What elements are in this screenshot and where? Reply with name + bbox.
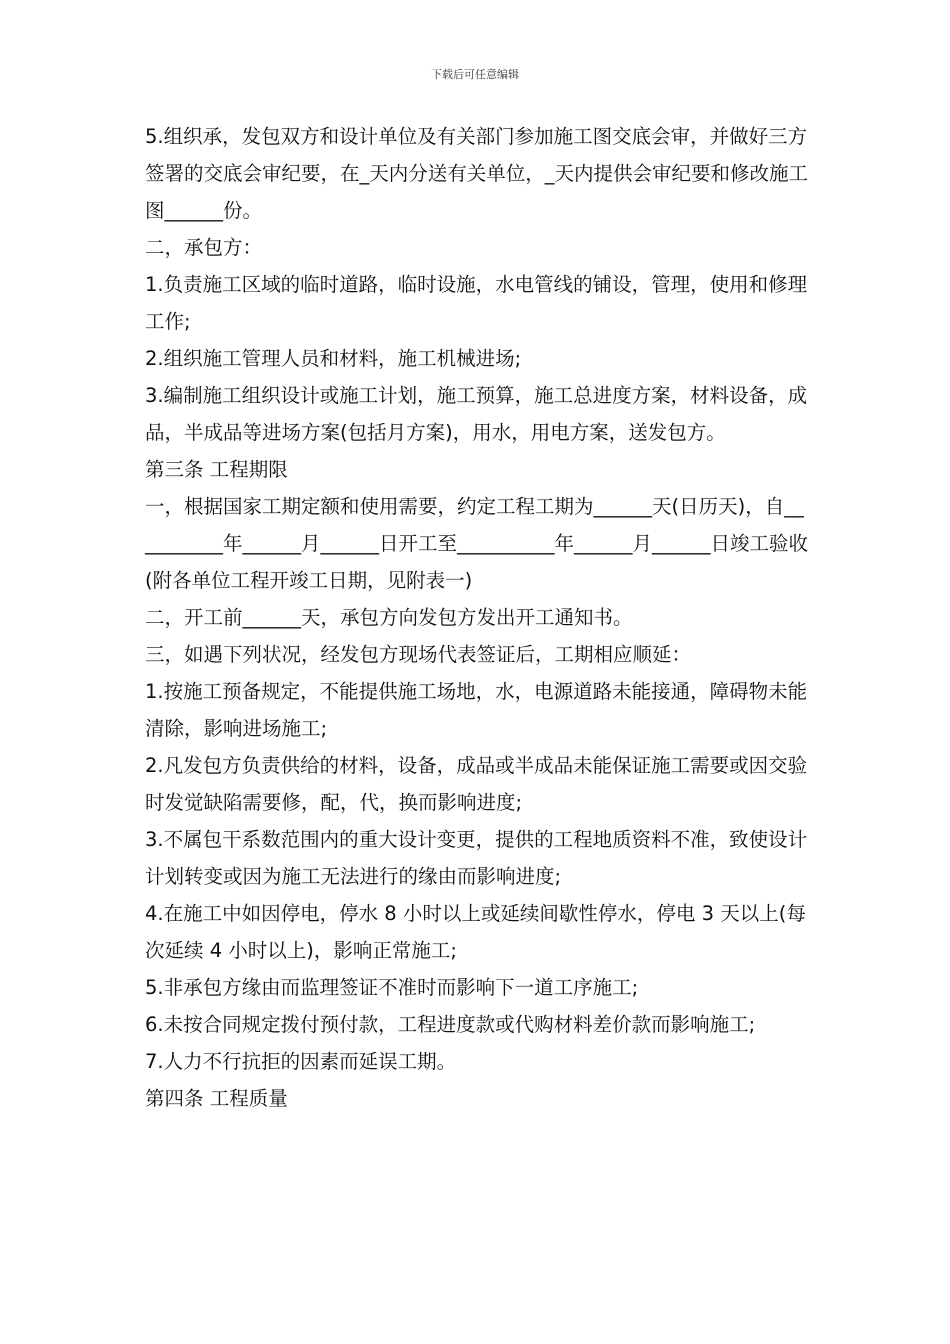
paragraph-delay-4: 4.在施工中如因停电，停水 8 小时以上或延续间歇性停水，停电 3 天以上(每次延续 4 小时以上)，影响正常施工; bbox=[145, 902, 806, 962]
paragraph-delay-1: 1.按施工预备规定，不能提供施工场地，水，电源道路未能接通，障碍物未能清除，影响进场施工; bbox=[145, 680, 808, 740]
page-header: 下载后可任意编辑 bbox=[431, 68, 519, 81]
article-4-title: 第四条 工程质量 bbox=[145, 1087, 288, 1110]
paragraph-term-3: 三，如遇下列状况，经发包方现场代表签证后，工期相应顺延： bbox=[145, 643, 692, 666]
paragraph-delay-3: 3.不属包干系数范围内的重大设计变更，提供的工程地质资料不准，致使设计计划转变或因为施工无法进行的缘由而影响进度; bbox=[145, 828, 808, 888]
paragraph-delay-5: 5.非承包方缘由而监理签证不准时而影响下一道工序施工; bbox=[145, 976, 639, 999]
paragraph-contractor-3: 3.编制施工组织设计或施工计划，施工预算，施工总进度方案，材料设备，成品，半成品等进场方案(包括月方案)，用水，用电方案，送发包方。 bbox=[145, 384, 808, 444]
heading-contractor: 二，承包方： bbox=[145, 236, 263, 259]
paragraph-delay-7: 7.人力不行抗拒的因素而延误工期。 bbox=[145, 1050, 457, 1073]
document-body bbox=[145, 118, 813, 1117]
paragraph-contractor-1: 1.负责施工区域的临时道路，临时设施，水电管线的铺设，管理，使用和修理工作; bbox=[145, 273, 808, 333]
paragraph-term-1: 一，根据国家工期定额和使用需要，约定工程工期为______天(日历天)，自__________年______月______日开工至__________年______月______日竣工验收(附各单位工程开竣工日期，见附表一) bbox=[145, 495, 809, 592]
paragraph-delay-2: 2.凡发包方负责供给的材料，设备，成品或半成品未能保证施工需要或因交验时发觉缺陷需要修，配，代，换而影响进度; bbox=[145, 754, 808, 814]
paragraph-clause-5: 5.组织承，发包双方和设计单位及有关部门参加施工图交底会审，并做好三方签署的交底会审纪要，在_天内分送有关单位，_天内提供会审纪要和修改施工图______份。 bbox=[145, 125, 809, 222]
article-3-title: 第三条 工程期限 bbox=[145, 458, 288, 481]
paragraph-contractor-2: 2.组织施工管理人员和材料，施工机械进场; bbox=[145, 347, 522, 370]
paragraph-delay-6: 6.未按合同规定拨付预付款，工程进度款或代购材料差价款而影响施工; bbox=[145, 1013, 756, 1036]
paragraph-term-2: 二，开工前______天，承包方向发包方发出开工通知书。 bbox=[145, 606, 633, 629]
